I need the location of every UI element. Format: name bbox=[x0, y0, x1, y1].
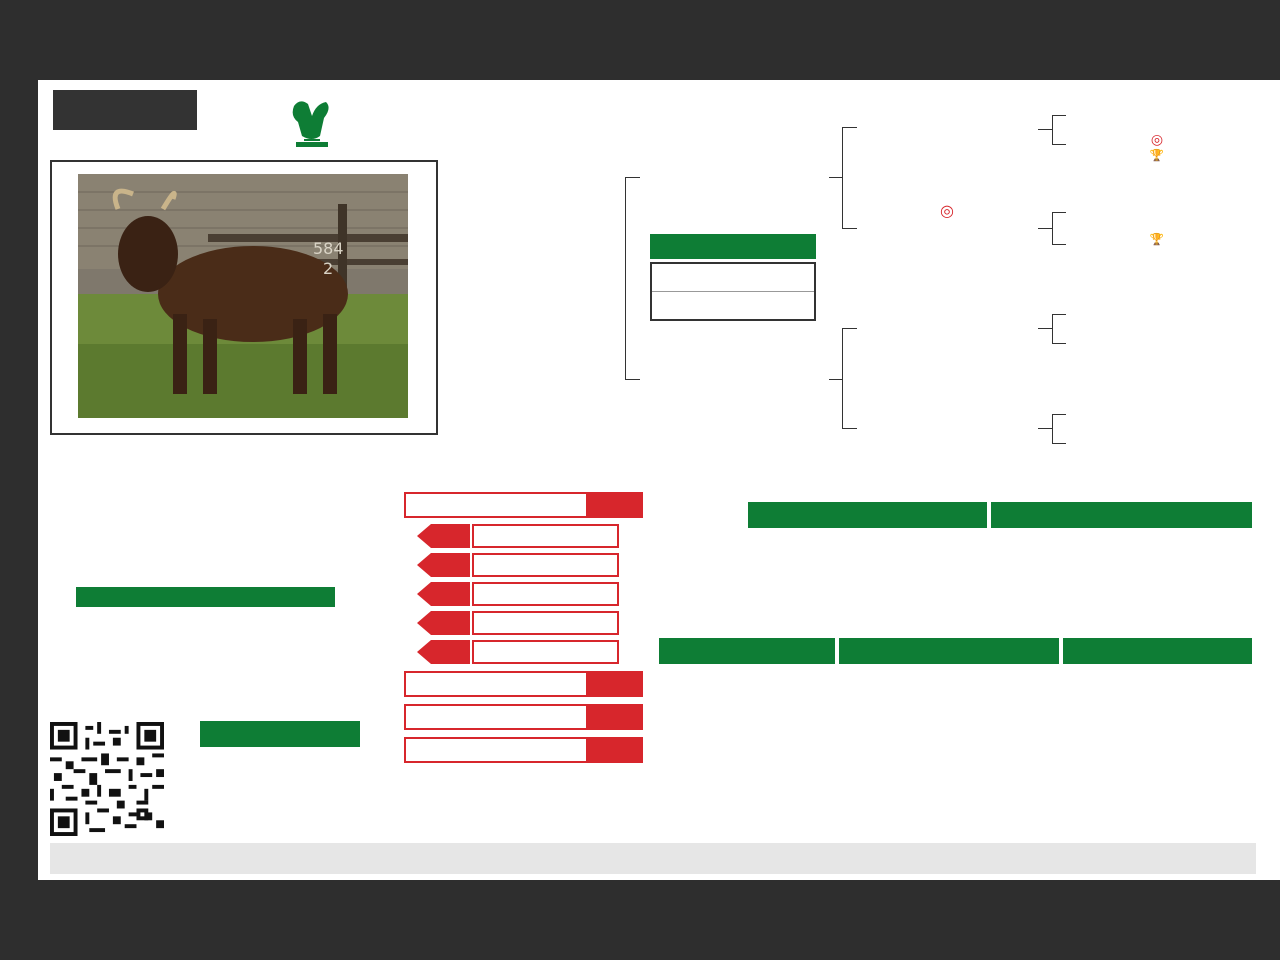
carcass-value bbox=[588, 704, 643, 730]
ssd-info-1 bbox=[1072, 148, 1242, 163]
pedigree-sdd[interactable] bbox=[1072, 232, 1242, 247]
carcass-header bbox=[1063, 638, 1252, 664]
production-value bbox=[588, 737, 643, 763]
pedigree-line bbox=[625, 177, 640, 178]
pedigree-line bbox=[842, 127, 857, 128]
pedigree-line bbox=[842, 328, 857, 329]
pedigree-line bbox=[1038, 328, 1052, 329]
calf-growth-label bbox=[472, 553, 619, 577]
pedigree-dd[interactable] bbox=[827, 402, 1067, 408]
frame-header bbox=[839, 638, 1059, 664]
pedigree-line bbox=[1052, 414, 1066, 415]
post-wean-header bbox=[659, 638, 835, 664]
pedigree-line bbox=[1052, 115, 1053, 144]
pedigree-line bbox=[625, 379, 640, 380]
trophy-icon: 🏆 bbox=[1149, 148, 1165, 162]
animal-photo bbox=[78, 174, 408, 418]
growth-value-label bbox=[404, 671, 588, 697]
last-calf-title bbox=[76, 587, 335, 607]
logix-logo bbox=[666, 496, 748, 636]
lot-badge bbox=[53, 90, 197, 130]
award-icon: ◎ bbox=[1150, 132, 1164, 148]
calf-mother-header bbox=[748, 502, 987, 528]
parentage-genomic bbox=[651, 292, 815, 321]
pedigree-line bbox=[829, 177, 842, 178]
pedigree-line bbox=[1052, 414, 1053, 443]
pedigree-line bbox=[1052, 115, 1066, 116]
production-value-label bbox=[404, 737, 588, 763]
pedigree-ds[interactable] bbox=[837, 302, 1057, 308]
fertility-label bbox=[472, 640, 619, 664]
sdd-info-1 bbox=[1072, 232, 1242, 247]
ebv-top-table bbox=[748, 530, 1252, 630]
pedigree-line bbox=[1052, 314, 1066, 315]
cow-value-label bbox=[404, 492, 588, 518]
growth-value bbox=[588, 671, 643, 697]
pedigree-line bbox=[1052, 314, 1053, 343]
parentage-table bbox=[650, 262, 816, 321]
pedigree-line bbox=[1052, 144, 1066, 145]
fertility-header bbox=[991, 502, 1252, 528]
cow-value bbox=[588, 492, 643, 518]
nguni-society-logo bbox=[286, 96, 338, 150]
pedigree-dam[interactable] bbox=[611, 352, 851, 358]
pedigree-line bbox=[1052, 443, 1066, 444]
pedigree-line bbox=[1052, 343, 1066, 344]
pedigree-line bbox=[1038, 129, 1052, 130]
pedigree-line bbox=[1038, 228, 1052, 229]
parentage-header bbox=[650, 234, 816, 259]
qr-code[interactable] bbox=[50, 722, 164, 836]
svg-text:584: 584 bbox=[313, 239, 344, 258]
calving-ease-label bbox=[472, 524, 619, 548]
pedigree-line bbox=[625, 177, 626, 379]
carcass-value-label bbox=[404, 704, 588, 730]
parentage-dna bbox=[651, 263, 815, 292]
pedigree-line bbox=[1052, 244, 1066, 245]
ebv-bottom-table bbox=[659, 666, 1252, 766]
sd-id bbox=[827, 201, 1067, 220]
pedigree-sire[interactable] bbox=[631, 151, 831, 157]
pedigree-sd[interactable] bbox=[827, 201, 1067, 226]
weights-table bbox=[453, 778, 1252, 834]
seller-remarks bbox=[50, 843, 1256, 874]
award-icon: ◎ bbox=[940, 201, 954, 220]
myostatin-title bbox=[200, 721, 360, 747]
pedigree-line bbox=[842, 228, 857, 229]
pedigree-line bbox=[829, 379, 842, 380]
pedigree-line bbox=[1038, 428, 1052, 429]
trophy-icon: 🏆 bbox=[1149, 232, 1165, 246]
milk-label bbox=[472, 582, 619, 606]
pedigree-ssd[interactable] bbox=[1072, 132, 1242, 163]
svg-text:2: 2 bbox=[323, 259, 334, 278]
pedigree-line bbox=[842, 428, 857, 429]
pedigree-line bbox=[842, 328, 843, 428]
ssd-id bbox=[1072, 132, 1242, 148]
maintenance-label bbox=[472, 611, 619, 635]
pedigree-ss[interactable] bbox=[837, 101, 1057, 107]
